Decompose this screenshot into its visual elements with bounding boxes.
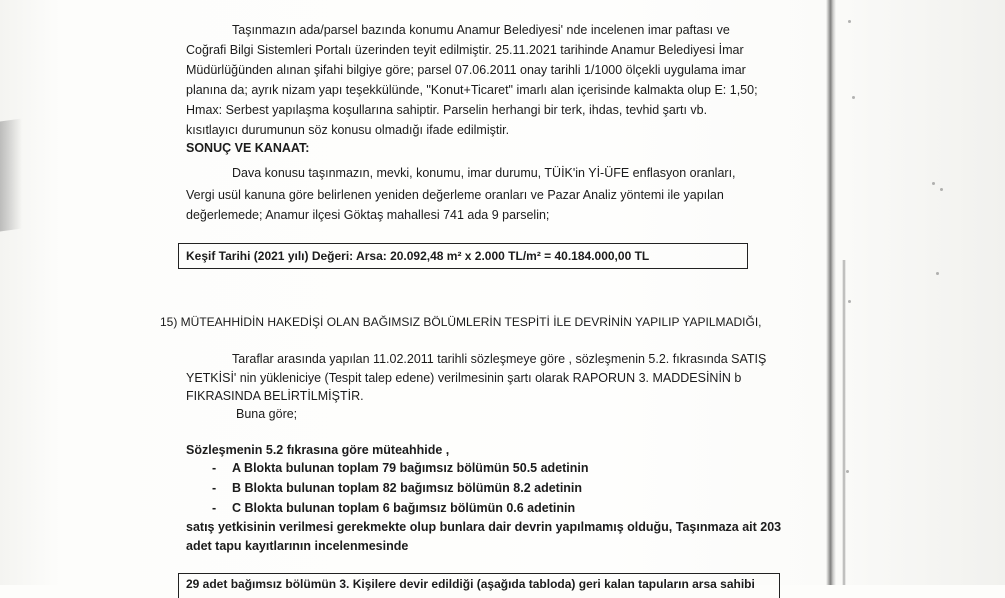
paragraph-line: Hmax: Serbest yapılaşma koşullarına sahiptir. Parselin herhangi bir terk, ihdas, tevhid şartı vb.: [186, 103, 708, 117]
appraisal-value-text: Keşif Tarihi (2021 yılı) Değeri: Arsa: 20.092,48 m² x 2.000 TL/m² = 40.184.000,00 TL: [186, 249, 650, 263]
paragraph-line: Müdürlüğünden alınan şifahi bilgiye göre; parsel 07.06.2011 onay tarihli 1/1000 ölçekli uygulama imar: [186, 63, 746, 77]
section-heading-sonuc: SONUÇ VE KANAAT:: [186, 141, 310, 155]
contract-heading: Sözleşmenin 5.2 fıkrasına göre müteahhide ,: [186, 443, 450, 457]
paragraph-line: Coğrafi Bilgi Sistemleri Portalı üzerinden teyit edilmiştir. 25.11.2021 tarihinde Anamur Belediyesi İmar: [186, 43, 744, 57]
paragraph-line: YETKİSİ' nin yükleniciye (Tespit talep edene) verilmesinin şartı olarak RAPORUN 3. MADDESİNİN b: [186, 371, 742, 385]
bullet-item: - B Blokta bulunan toplam 82 bağımsız bölümün 8.2 adetinin: [212, 481, 583, 495]
paragraph-line: Buna göre;: [236, 407, 298, 421]
paragraph-line: Dava konusu taşınmazın, mevki, konumu, imar durumu, TÜİK'in Yİ-ÜFE enflasyon oranları,: [232, 166, 736, 180]
paragraph-line: satış yetkisinin verilmesi gerekmekte olup bunlara dair devrin yapılmamış olduğu, Taşınmaza ait 203: [186, 520, 782, 534]
paragraph-line: Taraflar arasında yapılan 11.02.2011 tarihli sözleşmeye göre , sözleşmenin 5.2. fıkrasında SATIŞ: [232, 352, 767, 366]
paragraph-line: Vergi usül kanuna göre belirlenen yeniden değerleme oranları ve Pazar Analiz yöntemi ile yapılan: [186, 188, 724, 202]
paragraph-line: kısıtlayıcı durumunun söz konusu olmadığı ifade edilmiştir.: [186, 123, 510, 137]
bullet-text: C Blokta bulunan toplam 6 bağımsız bölümün 0.6 adetinin: [232, 501, 576, 515]
paragraph-line: planına da; ayrık nizam yapı teşekkülünde, "Konut+Ticaret" imarlı alan içerisinde kalmakta olup E: 1,50;: [186, 83, 758, 97]
bullet-item: - A Blokta bulunan toplam 79 bağımsız bölümün 50.5 adetinin: [212, 461, 589, 475]
paragraph-line: Taşınmazın ada/parsel bazında konumu Anamur Belediyesi' nde incelenen imar paftası ve: [232, 23, 730, 37]
paragraph-line: değerlemede; Anamur ilçesi Göktaş mahallesi 741 ada 9 parselin;: [186, 208, 550, 222]
bullet-text: B Blokta bulunan toplam 82 bağımsız bölümün 8.2 adetinin: [232, 481, 583, 495]
paragraph-line: FIKRASINDA BELİRTİLMİŞTİR.: [186, 389, 364, 403]
transfer-summary-text: 29 adet bağımsız bölümün 3. Kişilere devir edildiği (aşağıda tabloda) geri kalan tapuların arsa sahibi: [186, 577, 755, 591]
section-15-heading: 15) MÜTEAHHİDİN HAKEDİŞİ OLAN BAĞIMSIZ BÖLÜMLERİN TESPİTİ İLE DEVRİNİN YAPILIP YAPILMADIĞI,: [160, 315, 762, 329]
bullet-item: - C Blokta bulunan toplam 6 bağımsız bölümün 0.6 adetinin: [212, 501, 576, 515]
paragraph-line: adet tapu kayıtlarının incelenmesinde: [186, 539, 409, 553]
bullet-text: A Blokta bulunan toplam 79 bağımsız bölümün 50.5 adetinin: [232, 461, 589, 475]
